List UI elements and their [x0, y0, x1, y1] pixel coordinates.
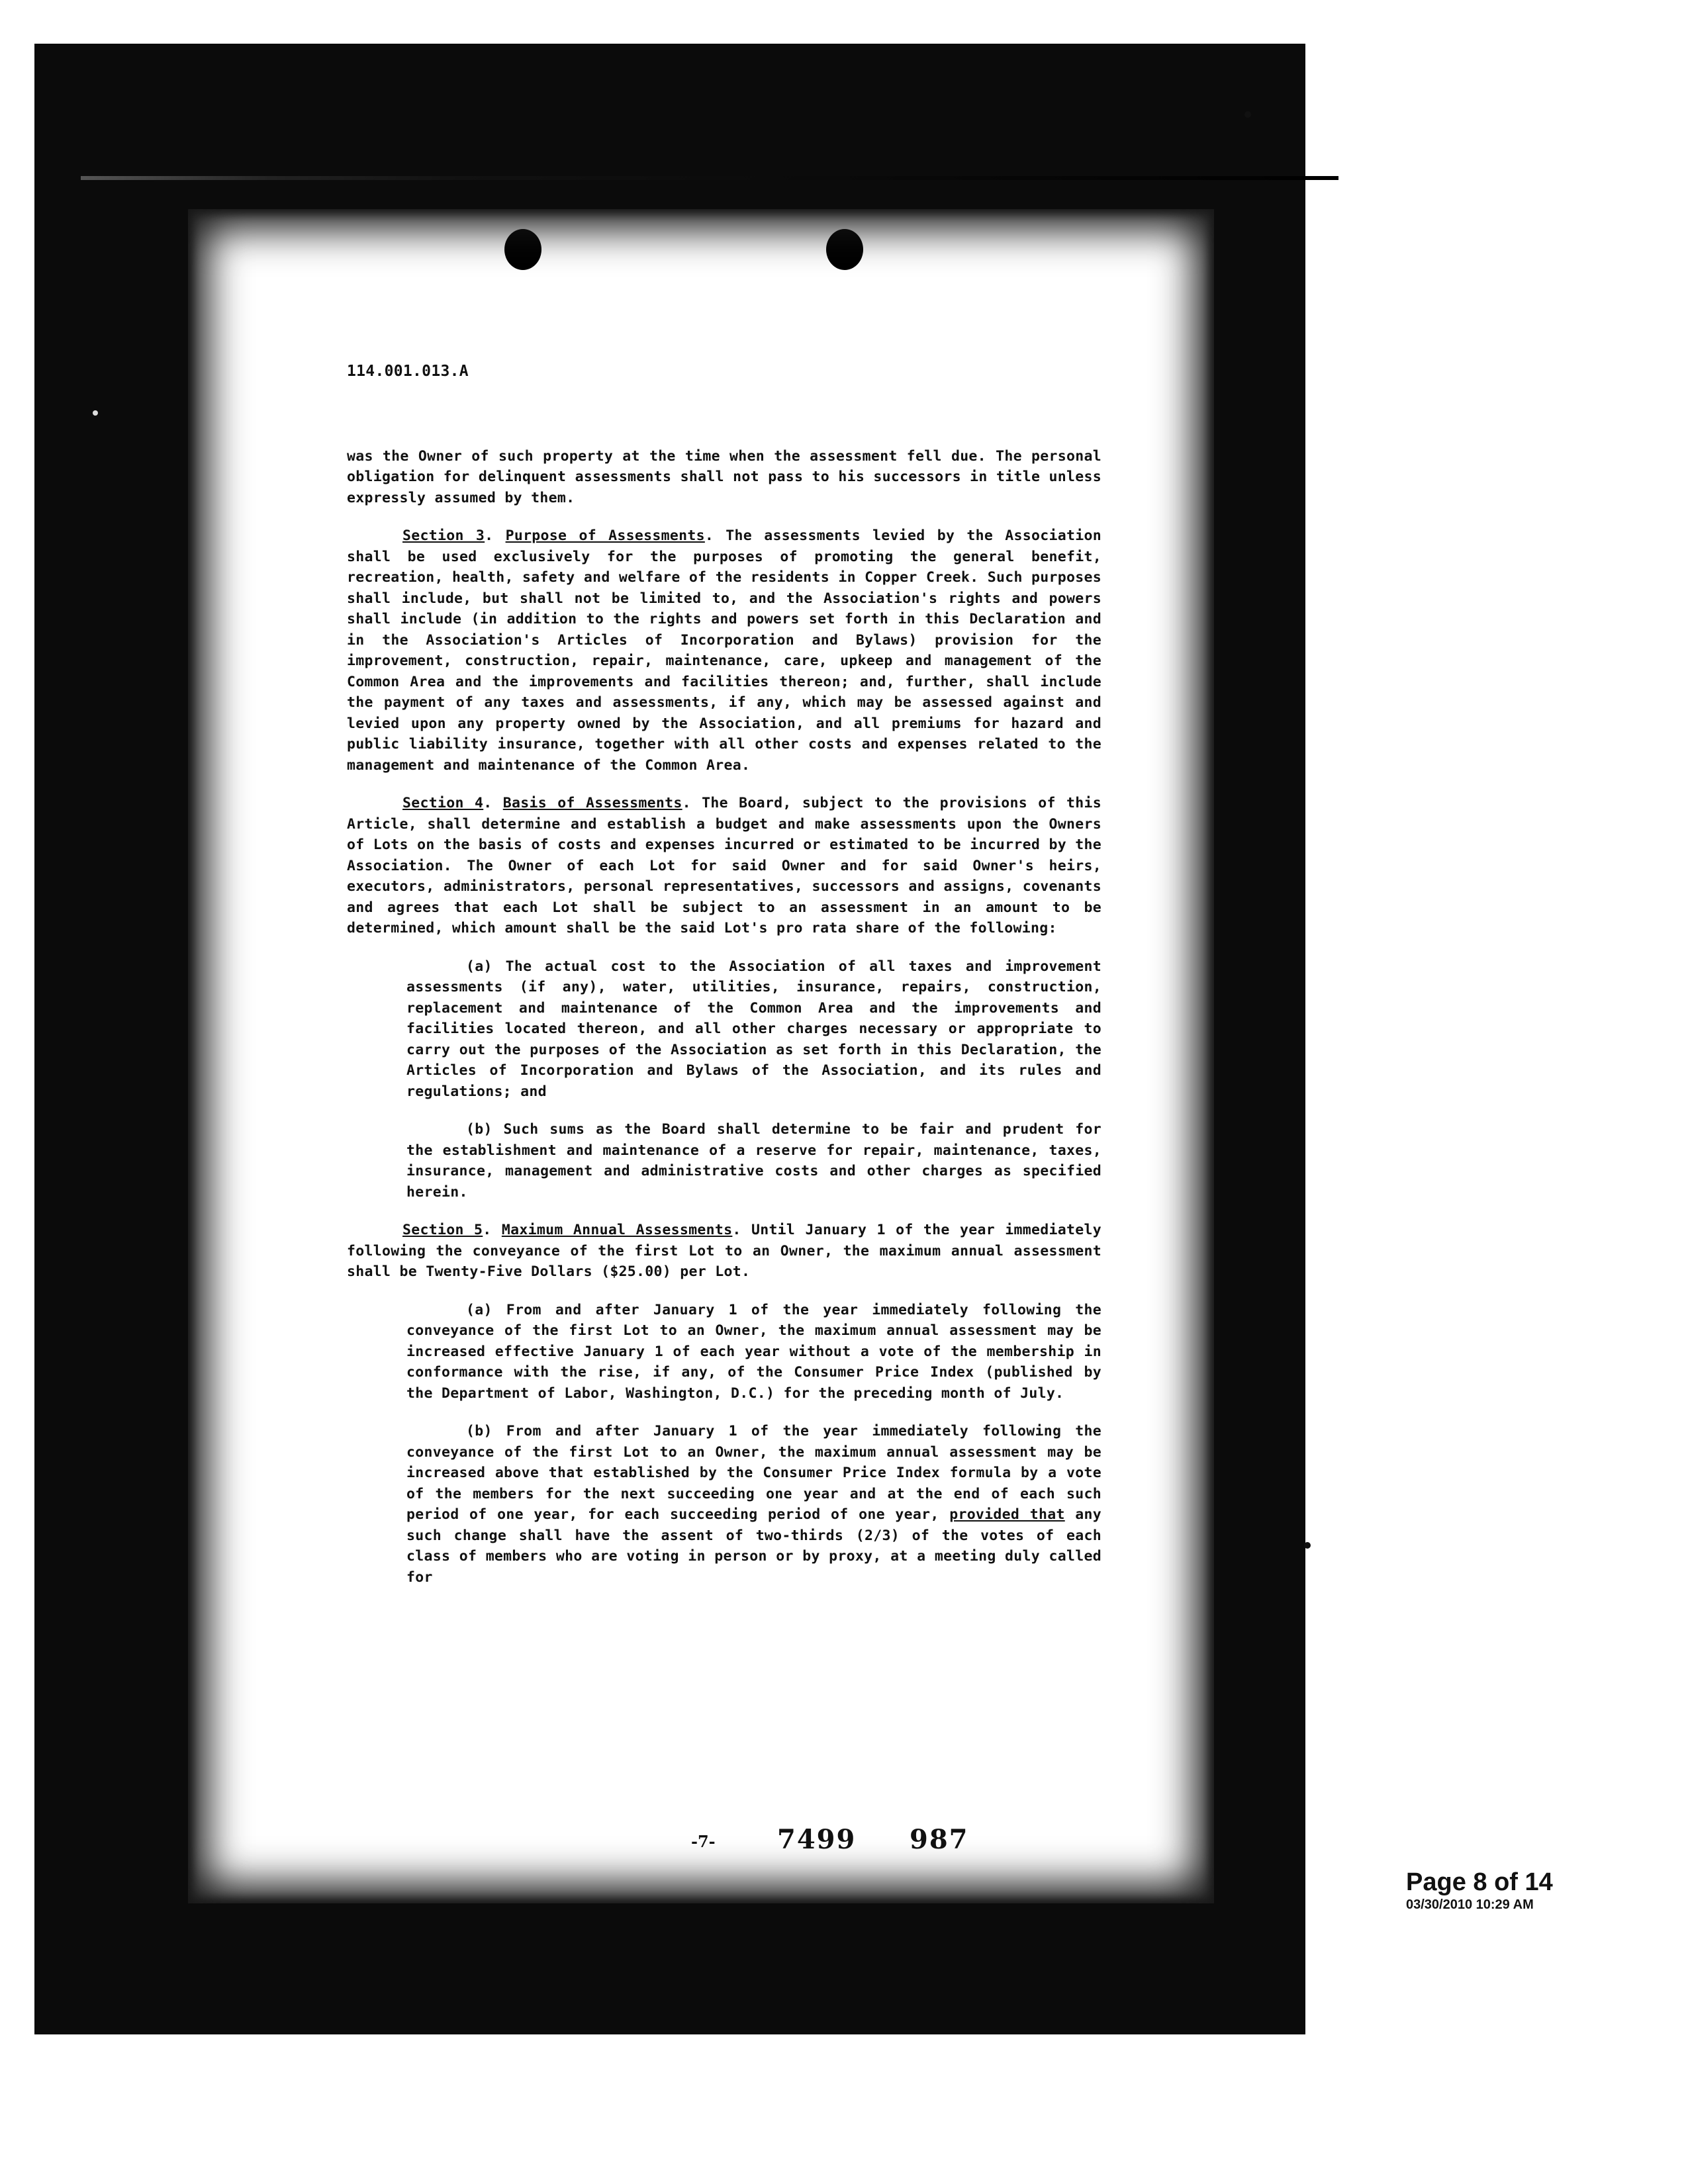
- section-5-body: Until January 1 of the year immediately following the conveyance of the first Lot to an Owner, the maximum annual assessment shall be Twenty-Five Dollars ($25.00) per Lot.: [347, 1222, 1102, 1280]
- section-5-number: Section 5: [402, 1222, 483, 1238]
- page-number: -7-: [691, 1832, 716, 1851]
- scanned-page-frame: [34, 44, 1305, 2034]
- document-id: 114.001.013.A: [347, 363, 469, 380]
- section-5-heading: Maximum Annual Assessments: [501, 1222, 733, 1238]
- opening-paragraph: was the Owner of such property at the time when the assessment fell due. The personal obligation for delinquent assessments shall not pass to his successors in title unless expressly assumed by them.: [347, 447, 1102, 506]
- scan-streak: [81, 176, 1338, 180]
- section-5-item-a: (a) From and after January 1 of the year immediately following the conveyance of the first Lot to an Owner, the maximum annual assessment may be increased effective January 1 of each year without a vote of the membership in conformance with the rise, if any, of the Consumer Price Index (published by the Department of Labor, Washington, D.C.) for the preceding month of July.: [406, 1301, 1102, 1402]
- punch-hole-left: [504, 229, 541, 270]
- page-label-timestamp: 03/30/2010 10:29 AM: [1406, 1897, 1534, 1912]
- section-3-body: The assessments levied by the Association shall be used exclusively for the purposes of promoting the general benefit, recreation, health, safety and welfare of the residents in Copper Creek. Such purposes shall include, but shall not be limited to, and the Association's rights and powers shall include (in addition to the rights and powers set forth in this Declaration and in the Association's Articles of Incorporation and Bylaws) provision for the improvement, construction, repair, maintenance, care, upkeep and management of the Common Area and the improvements and facilities thereon; and, further, shall include the payment of any taxes and assessments, if any, which may be assessed against and levied upon any property owned by the Association, and all premiums for hazard and public liability insurance, together with all other costs and expenses related to the management and maintenance of the Common Area.: [347, 527, 1102, 774]
- section-4: Section 4. Basis of Assessments. The Board, subject to the provisions of this Article, shall determine and establish a budget and make assessments upon the Owners of Lots on the basis of costs and expenses incurred or estimated to be incurred by the Association. The Owner of each Lot for said Owner and for said Owner's heirs, executors, administrators, personal representatives, successors and assigns, covenants and agrees that each Lot shall be subject to an assessment in an amount to be determined, which amount shall be the said Lot's pro rata share of the following:: [347, 795, 1102, 936]
- scan-speck: [1304, 1542, 1311, 1549]
- document-footer: [347, 1824, 1102, 1857]
- recording-page-number: 987: [910, 1824, 969, 1855]
- section-3: Section 3. Purpose of Assessments. The assessments levied by the Association shall be used exclusively for the purposes of promoting the general benefit, recreation, health, safety and welfare of the residents in Copper Creek. Such purposes shall include, but shall not be limited to, and the Association's rights and powers shall include (in addition to the rights and powers set forth in this Declaration and in the Association's Articles of Incorporation and Bylaws) provision for the improvement, construction, repair, maintenance, care, upkeep and management of the Common Area and the improvements and facilities thereon; and, further, shall include the payment of any taxes and assessments, if any, which may be assessed against and levied upon any property owned by the Association, and all premiums for hazard and public liability insurance, together with all other costs and expenses related to the management and maintenance of the Common Area.: [347, 527, 1102, 774]
- scan-speck: [93, 410, 98, 416]
- section-4-item-b: (b) Such sums as the Board shall determine to be fair and prudent for the establishment and maintenance of a reserve for repair, maintenance, taxes, insurance, management and administrative costs and other charges as specified herein.: [406, 1121, 1102, 1201]
- scan-speck: [1244, 111, 1251, 118]
- section-3-number: Section 3: [402, 527, 485, 544]
- page-label-title: Page 8 of 14: [1406, 1868, 1553, 1896]
- document-sheet: [188, 209, 1214, 1903]
- document-body: [347, 361, 1102, 1605]
- section-5-item-b: [406, 1421, 1102, 1588]
- page-label: [1406, 1868, 1553, 1913]
- section-4-item-a: (a) The actual cost to the Association of all taxes and improvement assessments (if any), water, utilities, insurance, repairs, construction, replacement and maintenance of the Common Area and the improvements and facilities located thereon, and all other charges necessary or appropriate to carry out the purposes of the Association as set forth in this Declaration, the Articles of Incorporation and Bylaws of the Association, and its rules and regulations; and: [406, 958, 1102, 1100]
- section-4-body: The Board, subject to the provisions of this Article, shall determine and establish a budget and make assessments upon the Owners of Lots on the basis of costs and expenses incurred or estimated to be incurred by the Association. The Owner of each Lot for said Owner and for said Owner's heirs, executors, administrators, personal representatives, successors and assigns, covenants and agrees that each Lot shall be subject to an assessment in an amount to be determined, which amount shall be the said Lot's pro rata share of the following:: [347, 795, 1102, 936]
- section-3-heading: Purpose of Assessments: [505, 527, 705, 544]
- section-5-item-b-end: any such change shall have the assent of two-thirds (2/3) of the votes of each class of members who are voting in person or by proxy, at a meeting duly called for: [406, 1506, 1102, 1586]
- punch-hole-right: [826, 229, 863, 270]
- section-4-number: Section 4: [402, 795, 484, 811]
- recording-book-number: 7499: [777, 1824, 857, 1855]
- section-4-heading: Basis of Assessments: [502, 795, 682, 811]
- section-5-item-b-underlined: provided that: [949, 1506, 1065, 1523]
- section-5: Section 5. Maximum Annual Assessments. Until January 1 of the year immediately following the conveyance of the first Lot to an Owner, the maximum annual assessment shall be Twenty-Five Dollars ($25.00) per Lot.: [347, 1222, 1102, 1280]
- section-5-item-b-start: (b) From and after January 1 of the year immediately following the conveyance of the first Lot to an Owner, the maximum annual assessment may be increased above that established by the Consumer Price Index formula by a vote of the members for the next succeeding one year and at the end of each such period of one year, for each succeeding period of one year,: [406, 1423, 1102, 1523]
